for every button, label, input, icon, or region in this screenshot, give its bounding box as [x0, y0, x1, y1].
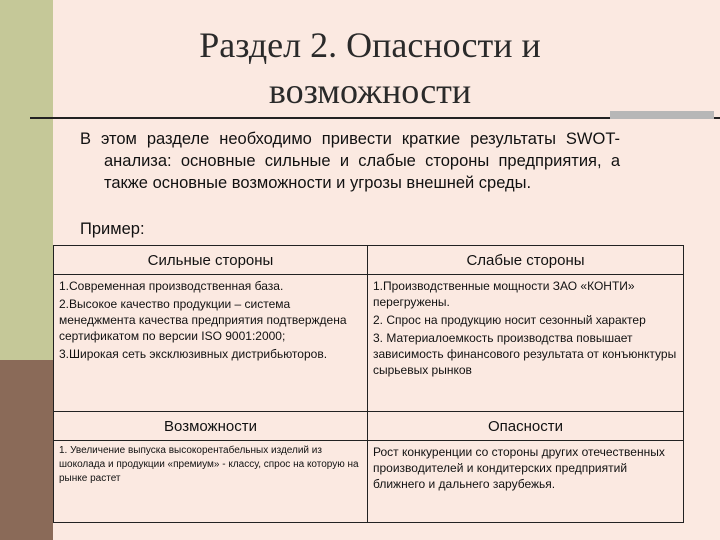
slide-title	[120, 22, 620, 114]
weaknesses-cell	[368, 275, 684, 412]
intro-paragraph	[80, 128, 620, 194]
strength-item: 2.Высокое качество продукции – система менеджмента качества предприятия подтверждена сертификатом по версии ISO 9001:2000;	[59, 297, 347, 343]
slide-title-line2: возможности	[268, 71, 472, 111]
opportunities-header: Возможности	[54, 412, 368, 441]
intro-text: В этом разделе необходимо привести краткие результаты SWOT-анализа: основные сильные и слабые стороны предприятия, а также основные возможности и угрозы внешней среды.	[80, 130, 620, 192]
weakness-item: 2. Спрос на продукцию носит сезонный характер	[373, 313, 646, 327]
threats-header: Опасности	[368, 412, 684, 441]
strengths-header: Сильные стороны	[54, 246, 368, 275]
opportunity-item: 1. Увеличение выпуска высокорентабельных изделий из шоколада и продукции «премиум» - классу, спрос на которую на рынке растет	[59, 445, 359, 484]
swot-table	[53, 245, 684, 523]
threat-item: Рост конкуренции со стороны других отечественных производителей и кондитерских предприятий ближнего и дальнего зарубежья.	[373, 445, 665, 491]
slide-title-line1: Раздел 2. Опасности и	[199, 25, 541, 65]
example-label: Пример:	[80, 220, 145, 238]
left-decor-band-dark	[0, 360, 53, 540]
strength-item: 3.Широкая сеть эксклюзивных дистрибьюторов.	[59, 347, 328, 361]
weakness-item: 1.Производственные мощности ЗАО «КОНТИ» перегружены.	[373, 279, 635, 309]
strengths-cell	[54, 275, 368, 412]
strength-item: 1.Современная производственная база.	[59, 279, 284, 293]
weaknesses-header: Слабые стороны	[368, 246, 684, 275]
opportunities-cell	[54, 441, 368, 523]
threats-cell	[368, 441, 684, 523]
title-divider-accent	[610, 111, 714, 119]
weakness-item: 3. Материалоемкость производства повышает зависимость финансового результата от конъюнктуры сырьевых рынков	[373, 331, 677, 377]
